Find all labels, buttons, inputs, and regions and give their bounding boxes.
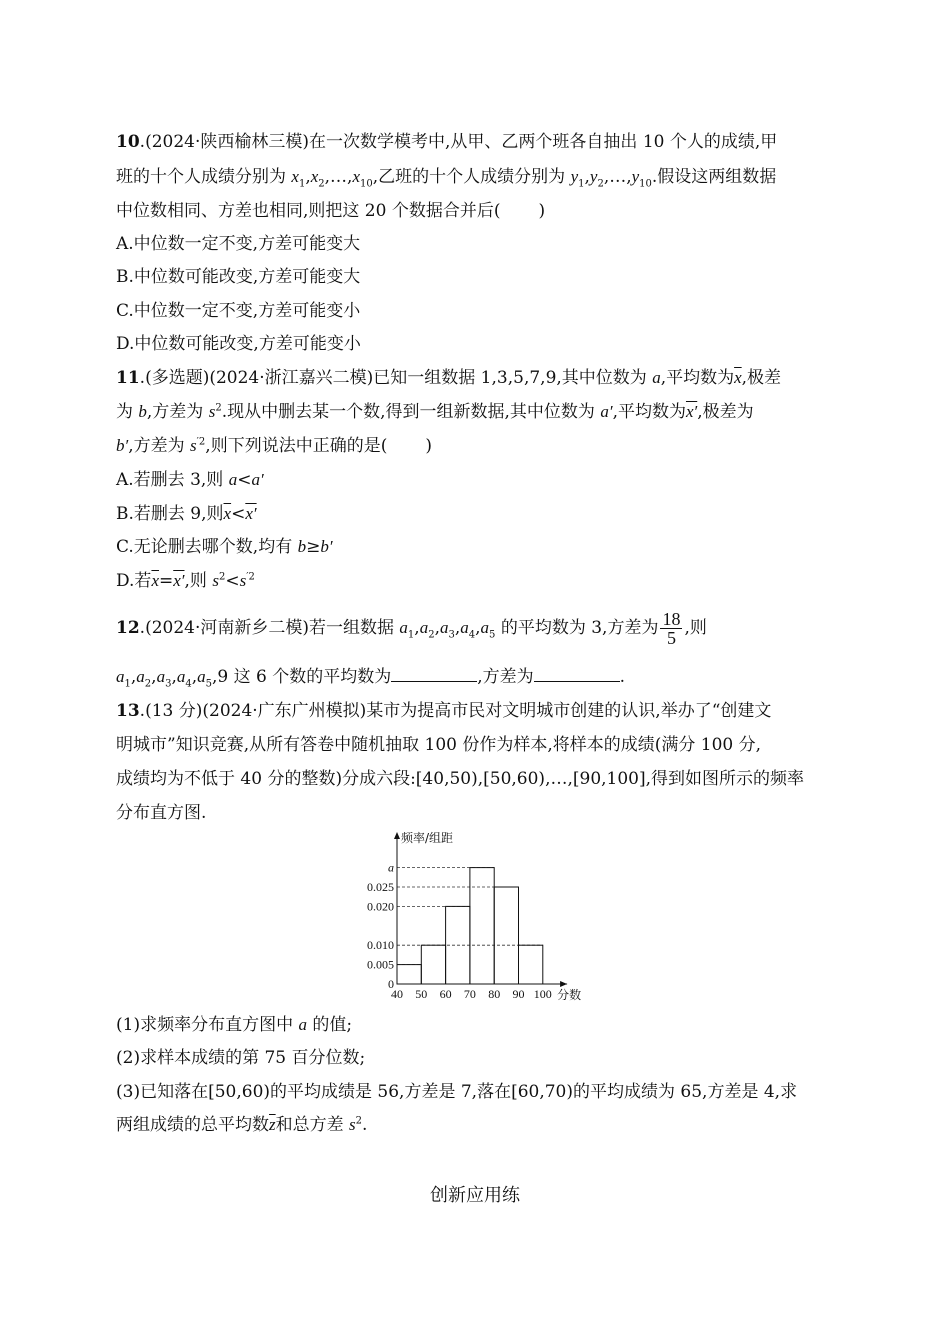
- q11-line2: 为 b,方差为 $s^2$.现从中删去某一个数,得到一组新数据,其中位数为 a′,平均数为x′,极差为: [116, 402, 754, 422]
- q13-number: 13: [116, 701, 140, 721]
- frequency-histogram: [350, 828, 600, 1006]
- q13-line1: 13.(13 分)(2024·广东广州模拟)某市为提高市民对文明城市创建的认识,举办了“创建文: [116, 701, 772, 721]
- q12-line2: $a_1,a_2,a_3,a_4,a_5,9$ 这 6 个数的平均数为 ,方差为 .: [116, 667, 626, 690]
- q10-line1: [116, 131, 777, 153]
- q10-option-d: D.中位数可能改变,方差可能变小: [116, 334, 361, 354]
- q11-option-c: C.无论删去哪个数,均有 b≥b′: [116, 537, 333, 557]
- y-tick-label: 0.005: [367, 957, 394, 972]
- q13-sub2: (2)求样本成绩的第 75 百分位数;: [116, 1048, 366, 1068]
- histogram-bar: [421, 945, 445, 984]
- q10-line2: 班的十个人成绩分别为 $x_1,x_2,\dots,x_{10}$,乙班的十个人成绩分别为 $y_1,y_2,\dots,y_{10}$.假设这两组数据: [116, 167, 777, 190]
- q10-text1: 在一次数学模考中,从甲、乙两个班各自抽出 10 个人的成绩,甲: [309, 132, 778, 152]
- q10-number: 10: [116, 132, 140, 152]
- x-tick-label: 80: [488, 987, 501, 1001]
- x-tick-label: 60: [439, 987, 452, 1001]
- q11-number: 11: [116, 368, 140, 388]
- q13-line2: 明城市”知识竞赛,从所有答卷中随机抽取 100 份作为样本,将样本的成绩(满分 100 分,: [116, 735, 762, 755]
- q13-line3: 成绩均为不低于 40 分的整数)分成六段:[40,50),[50,60),…,[90,100],得到如图所示的频率: [116, 769, 805, 789]
- y-tick-label: a: [388, 860, 394, 875]
- fraction-18-5: $\frac{18}{5}$: [662, 609, 681, 648]
- q11-option-a: A.若删去 3,则 a<a′: [116, 470, 264, 490]
- y-tick-label: 0.020: [367, 899, 394, 914]
- histogram-bar: [494, 887, 518, 984]
- q13-sub3-line1: (3)已知落在[50,60)的平均成绩是 56,方差是 7,落在[60,70)的平均成绩为 65,方差是 4,求: [116, 1082, 798, 1102]
- x-axis-label: 分数: [557, 988, 582, 1002]
- q10-option-a: A.中位数一定不变,方差可能变大: [116, 234, 361, 254]
- x-axis-arrow: [560, 981, 567, 987]
- answer-blank-variance[interactable]: [534, 667, 620, 682]
- q12-line1: 12.(2024·河南新乡二模)若一组数据 $a_1,a_2,a_3,a_4,a_5$ 的平均数为 3,方差为 $\frac{18}{5}$ ,则: [116, 609, 707, 648]
- q10-source: .(2024·陕西榆林三模): [139, 132, 310, 152]
- histogram-bar: [397, 965, 421, 984]
- y-tick-label: 0.025: [367, 880, 394, 894]
- q10-line3: 中位数相同、方差也相同,则把这 20 个数据合并后( ): [116, 201, 546, 221]
- q13-sub3-line2: 两组成绩的总平均数$\overline{z}$和总方差 $s^2$.: [116, 1115, 368, 1135]
- q10-option-c: C.中位数一定不变,方差可能变小: [116, 301, 361, 321]
- q12-number: 12: [116, 618, 140, 638]
- q11-line1: 11.(多选题)(2024·浙江嘉兴二模)已知一组数据 1,3,5,7,9,其中位数为 a,平均数为$\overline{x}$,极差: [116, 368, 782, 388]
- q13-line4: 分布直方图.: [116, 803, 207, 823]
- histogram-bar: [519, 945, 543, 984]
- histogram-bar: [470, 868, 494, 984]
- section-title: 创新应用练: [430, 1185, 520, 1206]
- q11-option-d: D.若$\overline{x}=x'$,则 $s^2<s^{'2}$: [116, 571, 255, 591]
- x-tick-label: 70: [463, 987, 476, 1001]
- q11-line3: b′,方差为 $s^{'2}$,则下列说法中正确的是( ): [116, 436, 432, 456]
- y-axis-label: 频率/组距: [401, 831, 454, 845]
- x-tick-label: 100: [533, 987, 552, 1001]
- q11-option-b: B.若删去 9,则$\overline{x}<x'$: [116, 504, 257, 524]
- y-tick-label: 0: [388, 977, 394, 991]
- y-axis-arrow: [394, 832, 400, 839]
- q13-sub1: (1)求频率分布直方图中 a 的值;: [116, 1015, 353, 1035]
- answer-blank-mean[interactable]: [391, 667, 477, 682]
- x-tick-label: 50: [415, 987, 428, 1001]
- x-tick-label: 40: [391, 987, 403, 1001]
- q10-option-b: B.中位数可能改变,方差可能变大: [116, 267, 361, 287]
- y-tick-label: 0.010: [367, 938, 394, 953]
- x-tick-label: 90: [512, 987, 525, 1001]
